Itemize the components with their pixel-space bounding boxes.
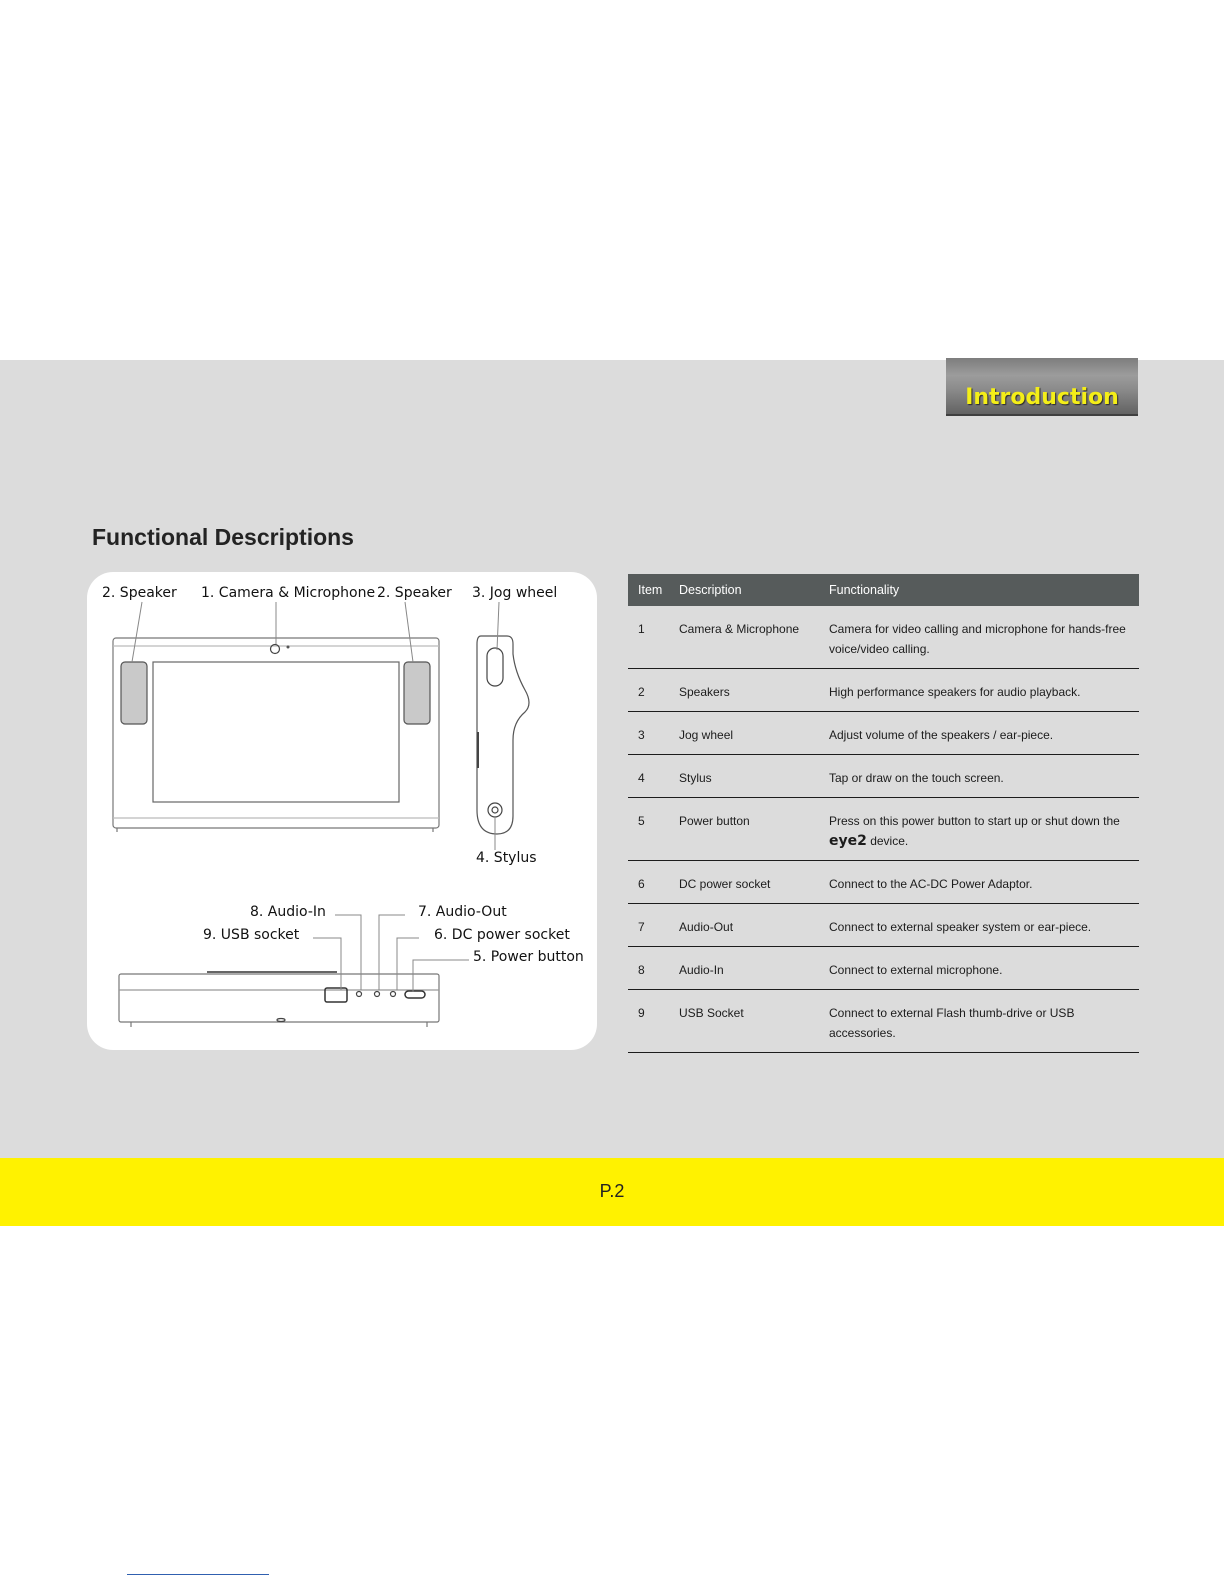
- cell-description: Jog wheel: [669, 712, 819, 755]
- cell-description: Power button: [669, 798, 819, 861]
- device-screen: [153, 662, 399, 802]
- functionality-text-suffix: device.: [870, 834, 909, 848]
- table-row: [628, 755, 1139, 798]
- cell-description: USB Socket: [669, 990, 819, 1053]
- cell-functionality: Connect to external microphone.: [819, 947, 1139, 990]
- power-button-shape: [405, 991, 425, 998]
- label-stylus: 4. Stylus: [476, 850, 537, 866]
- table-row: [628, 904, 1139, 947]
- cell-functionality: Tap or draw on the touch screen.: [819, 755, 1139, 798]
- stylus-socket: [488, 803, 502, 817]
- cell-functionality: High performance speakers for audio playback.: [819, 669, 1139, 712]
- footnote-rule: [127, 1574, 269, 1575]
- cell-item: 9: [628, 990, 669, 1053]
- header-description: Description: [669, 574, 819, 606]
- jog-wheel-shape: [487, 648, 503, 686]
- cell-functionality: [819, 798, 1139, 861]
- page-number: P.2: [599, 1181, 625, 1201]
- label-usb-socket: 9. USB socket: [203, 927, 300, 943]
- cell-item: 1: [628, 606, 669, 669]
- label-power-button: 5. Power button: [473, 949, 584, 965]
- speaker-left-grille: [121, 662, 147, 724]
- cell-functionality: Connect to external Flash thumb-drive or USB accessories.: [819, 990, 1139, 1053]
- cell-description: Stylus: [669, 755, 819, 798]
- label-jog-wheel: 3. Jog wheel: [472, 585, 558, 601]
- cell-functionality: Connect to external speaker system or ear-piece.: [819, 904, 1139, 947]
- cell-item: 8: [628, 947, 669, 990]
- device-illustration: [87, 572, 597, 1050]
- functionality-text: Press on this power button to start up or shut down the: [829, 814, 1120, 828]
- label-speaker-right: 2. Speaker: [377, 585, 452, 601]
- cell-description: Camera & Microphone: [669, 606, 819, 669]
- cell-item: 4: [628, 755, 669, 798]
- table-row: [628, 990, 1139, 1053]
- table-row: [628, 947, 1139, 990]
- cell-item: 3: [628, 712, 669, 755]
- device-bottom-body: [119, 974, 439, 1022]
- brand-name: eye2: [829, 833, 867, 849]
- table-row: [628, 669, 1139, 712]
- table-row: [628, 798, 1139, 861]
- table-header-row: [628, 574, 1139, 606]
- cell-item: 6: [628, 861, 669, 904]
- section-tab: [946, 358, 1138, 416]
- table-row: [628, 712, 1139, 755]
- microphone-hole: [287, 646, 290, 649]
- header-functionality: Functionality: [819, 574, 1139, 606]
- table-row: [628, 606, 1139, 669]
- device-front-body: [113, 638, 439, 828]
- label-audio-in: 8. Audio-In: [250, 904, 326, 920]
- cell-functionality: Camera for video calling and microphone for hands-free voice/video calling.: [819, 606, 1139, 669]
- header-item: Item: [628, 574, 669, 606]
- cell-functionality: Connect to the AC-DC Power Adaptor.: [819, 861, 1139, 904]
- cell-description: Audio-In: [669, 947, 819, 990]
- cell-item: 7: [628, 904, 669, 947]
- table-row: [628, 861, 1139, 904]
- cell-description: Audio-Out: [669, 904, 819, 947]
- device-diagram: [87, 572, 597, 1050]
- label-dc-power-socket: 6. DC power socket: [434, 927, 570, 943]
- cell-item: 5: [628, 798, 669, 861]
- label-audio-out: 7. Audio-Out: [418, 904, 507, 920]
- cell-description: DC power socket: [669, 861, 819, 904]
- footer-band: [0, 1158, 1224, 1226]
- cell-functionality: Adjust volume of the speakers / ear-piece.: [819, 712, 1139, 755]
- page-heading: Functional Descriptions: [92, 524, 354, 550]
- label-camera-microphone: 1. Camera & Microphone: [201, 585, 376, 601]
- cell-description: Speakers: [669, 669, 819, 712]
- cell-item: 2: [628, 669, 669, 712]
- speaker-right-grille: [404, 662, 430, 724]
- label-speaker-left: 2. Speaker: [102, 585, 177, 601]
- section-tab-label: Introduction: [965, 385, 1119, 410]
- functional-descriptions-table: [628, 574, 1139, 1053]
